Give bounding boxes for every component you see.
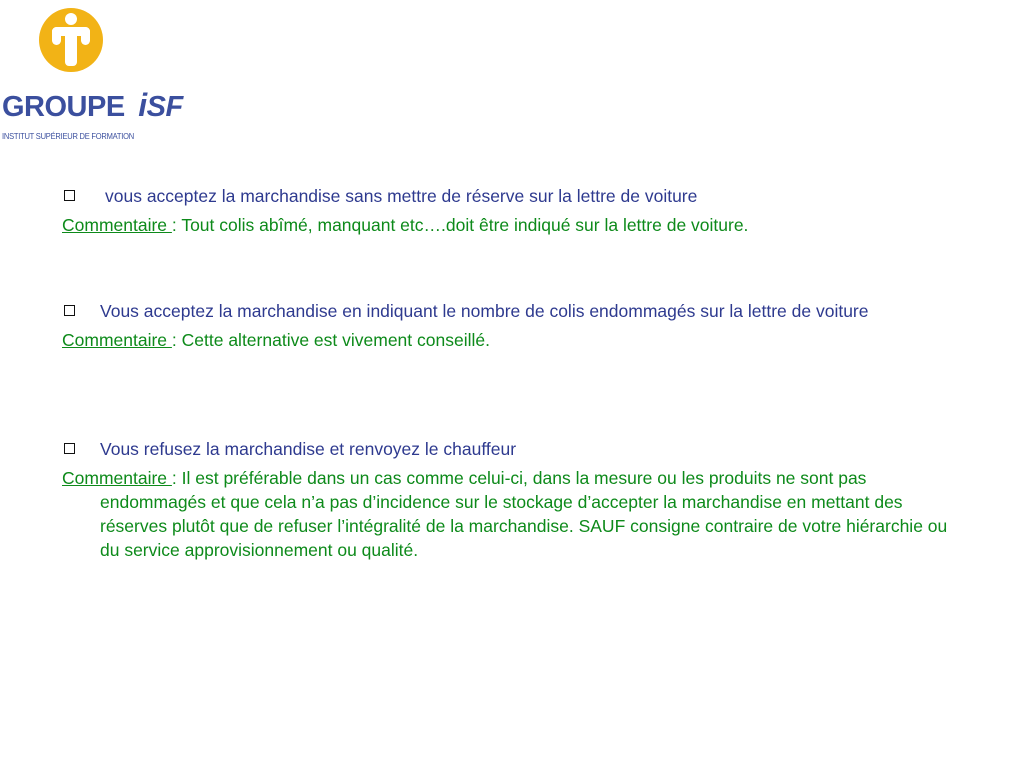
- checkbox-square-icon[interactable]: [64, 443, 75, 454]
- comment-label: Commentaire: [62, 468, 172, 488]
- groupe-isf-logo: [0, 0, 183, 150]
- comment-text: : Tout colis abîmé, manquant etc….doit être indiqué sur la lettre de voiture.: [171, 215, 749, 235]
- comment: [62, 213, 962, 237]
- option-text: Vous refusez la marchandise et renvoyez le chauffeur: [100, 439, 517, 459]
- option-block: [62, 299, 962, 352]
- checkbox-square-icon[interactable]: [64, 305, 75, 316]
- comment-label: Commentaire: [62, 330, 172, 350]
- option-item: [62, 437, 952, 461]
- checkbox-square-icon[interactable]: [64, 190, 75, 201]
- option-item: [62, 299, 962, 323]
- content-area: [62, 184, 962, 560]
- isf-circle-logo-icon: [38, 2, 104, 80]
- comment-label: Commentaire: [62, 215, 172, 235]
- option-item: [62, 184, 962, 208]
- logo-subtitle: INSTITUT SUPÉRIEUR DE FORMATION: [2, 132, 134, 141]
- comment: [62, 328, 962, 352]
- logo-wordmark-main: GROUPE: [2, 91, 125, 123]
- logo-wordmark-accent: iSF: [138, 87, 183, 123]
- option-block: [62, 437, 952, 562]
- option-text: vous acceptez la marchandise sans mettre de réserve sur la lettre de voiture: [105, 186, 698, 206]
- option-block: [62, 184, 962, 237]
- option-text: Vous acceptez la marchandise en indiquant le nombre de colis endommagés sur la lettre de voiture: [100, 301, 869, 321]
- logo-wordmark: [2, 87, 183, 123]
- comment: [62, 466, 952, 562]
- comment-text: : Il est préférable dans un cas comme celui-ci, dans la mesure ou les produits ne sont pas endommagés et que cela n’a pas d’incidence sur le stockage d’accepter la marchandise en mettant des réserves plutôt que de refuser l’intégralité de la marchandise. SAUF consigne contraire de votre hiérarchie ou du service approvisionnement ou qualité.: [100, 468, 948, 560]
- comment-text: : Cette alternative est vivement conseillé.: [171, 330, 490, 350]
